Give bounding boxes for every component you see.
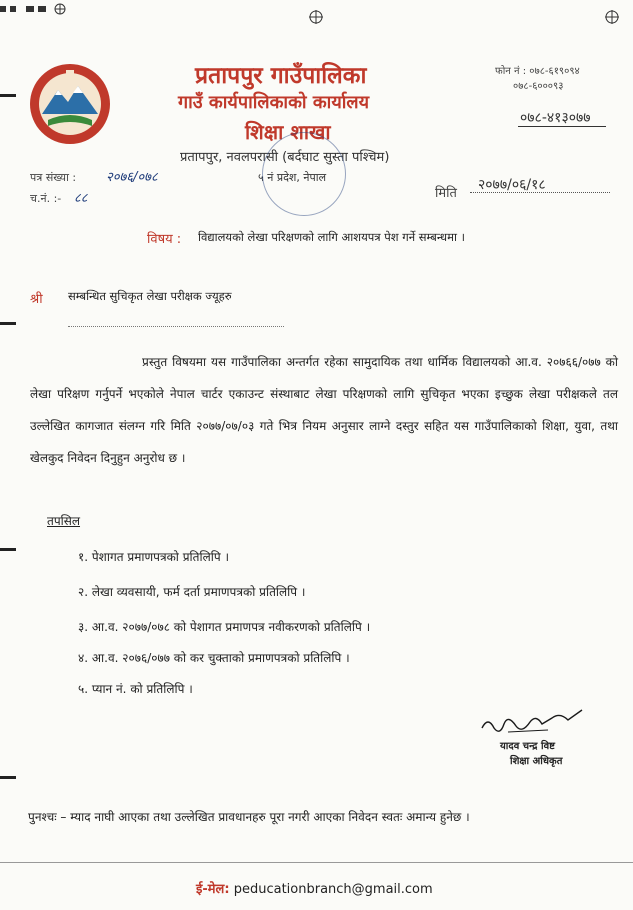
postscript-note: पुनश्चः – म्याद नाघी आएका तथा उल्लेखित प्रावधानहरु पूरा नगरी आएका निवेदन स्वतः अमान्य हुनेछ । (28, 810, 470, 824)
subject-label: विषय : (147, 232, 182, 247)
section-title: शिक्षा शाखा (245, 120, 331, 144)
nepal-emblem-logo (28, 62, 112, 146)
email-label: ई-मेल: (196, 882, 230, 897)
reference-underline (518, 126, 606, 127)
addressee-text: सम्बन्धित सुचिकृत लेखा परीक्षक ज्यूहरु (68, 289, 232, 303)
details-item: ३. आ.व. २०७७/०७८ को पेशागत प्रमाणपत्र नवीकरणको प्रतिलिपि । (78, 620, 371, 634)
date-dotted-line (470, 192, 610, 193)
footer-email (196, 879, 433, 897)
letter-number-label (30, 170, 76, 185)
office-subtitle: गाउँ कार्यपालिकाको कार्यालय (178, 92, 370, 113)
signatory-name: यादव चन्द्र विष्ट (500, 741, 555, 752)
letter-body: प्रस्तुत विषयमा यस गाउँपालिका अन्तर्गत रहेका सामुदायिक तथा धार्मिक विद्यालयको आ.व. २०७६६/०७७ को लेखा परिक्षण गर्नुपर्ने भएकोले नेपाल चार्टर एकाउन्ट संस्थाबाट लेखा परिक्षणको लागि सुचिकृत भएका इच्छुक लेखा परीक्षकले तल उल्लेखित कागजात संलग्न गरि मिति २०७७/०७/०३ गते भित्र नियम अनुसार लाग्ने दस्तुर सहित यस गाउँपालिकाको शिक्षा, युवा, तथा खेलकुद निवेदन दिनुहुन अनुरोध छ । (30, 355, 618, 465)
handwritten-signature (478, 706, 588, 742)
patra-label: पत्र संख्या : (30, 171, 77, 184)
office-address-province: ५ नं प्रदेश, नेपाल (258, 171, 327, 184)
phone-line-1: फोन नं : ०७८-६१९०९४ (495, 66, 580, 77)
email-address[interactable]: peducationbranch@gmail.com (233, 882, 433, 897)
phone-line-2: ०७८-६०००९३ (513, 81, 564, 92)
date-label: मिति (435, 186, 457, 201)
details-heading: तपसिल (47, 514, 81, 528)
office-address: प्रतापपुर, नवलपरासी (बर्दघाट सुस्ता पश्चिम) (180, 150, 390, 165)
date-value: २०७७/०६/१८ (478, 177, 546, 193)
addressee-dotted-line (68, 326, 284, 327)
details-item: २. लेखा व्यवसायी, फर्म दर्ता प्रमाणपत्रको प्रतिलिपि । (78, 585, 306, 599)
office-title: प्रतापपुर गाउँपालिका (195, 63, 367, 89)
office-stamp (262, 132, 346, 216)
details-item: ४. आ.व. २०७६/०७७ को कर चुक्ताको प्रमाणपत्रको प्रतिलिपि । (78, 651, 350, 665)
signatory-title: शिक्षा अधिकृत (510, 756, 563, 767)
addressee-prefix: श्री (30, 292, 43, 307)
footer-divider (0, 862, 633, 863)
punch-mark (0, 548, 16, 551)
punch-mark (0, 322, 16, 325)
reference-number: ०७८-४१३०७७ (520, 110, 591, 126)
details-item: ५. प्यान नं. को प्रतिलिपि । (78, 682, 193, 696)
scan-registration-strip (0, 0, 633, 30)
subject-text: विद्यालयको लेखा परिक्षणको लागि आशयपत्र पेश गर्ने सम्बन्धमा । (198, 230, 465, 244)
dispatch-number-value: ८८ (74, 191, 88, 206)
punch-mark (0, 94, 16, 97)
punch-mark (0, 776, 16, 779)
dispatch-number-label: च.नं. :- (30, 192, 62, 205)
details-item: १. पेशागत प्रमाणपत्रको प्रतिलिपि । (78, 550, 230, 564)
letter-number-value: २०७६/०७८ (106, 170, 158, 185)
phone-numbers (495, 64, 580, 94)
